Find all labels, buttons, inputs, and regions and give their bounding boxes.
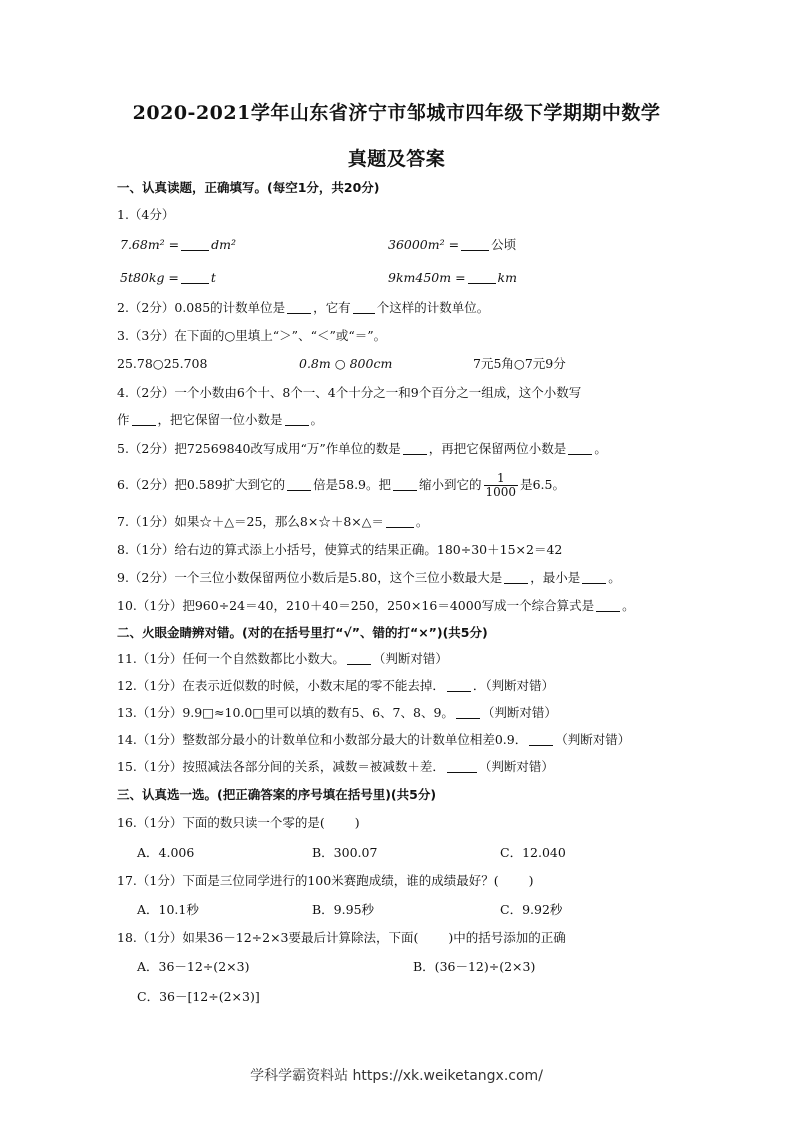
q16-option-c: C．12.040 bbox=[500, 845, 566, 860]
q16-option-b: B．300.07 bbox=[312, 845, 378, 860]
doc-title-line2: 真题及答案 bbox=[347, 148, 446, 170]
q1-d: 9km450m = km bbox=[388, 270, 517, 285]
q16-stem: 16.（1分）下面的数只读一个零的是( ) bbox=[117, 815, 360, 830]
q1-a: 7.68m² = dm² bbox=[120, 237, 237, 252]
q11: 11.（1分）任何一个自然数都比小数大。 （判断对错） bbox=[117, 651, 448, 666]
q10: 10.（1分）把960÷24＝40，210＋40＝250，250×16＝4000写成一个综合算式是 。 bbox=[117, 598, 635, 613]
q1-label: 1.（4分） bbox=[117, 207, 175, 222]
q17-stem: 17.（1分）下面是三位同学进行的100米赛跑成绩，谁的成绩最好？( ) bbox=[117, 873, 534, 888]
q1-b: 36000m² = 公顷 bbox=[388, 237, 517, 252]
q17-option-b: B．9.95秒 bbox=[312, 902, 375, 917]
q3-c: 7元5角○7元9分 bbox=[473, 356, 566, 371]
q13: 13.（1分）9.9□≈10.0□里可以填的数有5、6、7、8、9。 （判断对错） bbox=[117, 705, 557, 720]
q1-c: 5t80kg = t bbox=[120, 270, 216, 285]
q2: 2.（2分）0.085的计数单位是 ，它有 个这样的计数单位。 bbox=[117, 300, 490, 315]
q18-option-c: C．36－[12÷(2×3)] bbox=[137, 989, 260, 1004]
q5: 5.（2分）把72569840改写成用“万”作单位的数是 ，再把它保留两位小数是 。 bbox=[117, 441, 607, 456]
q4-line2: 作 ，把它保留一位小数是 。 bbox=[117, 412, 324, 427]
section3-heading: 三、认真选一选。(把正确答案的序号填在括号里)(共5分) bbox=[117, 787, 437, 802]
q16-option-a: A．4.006 bbox=[137, 845, 195, 860]
q18-stem: 18.（1分）如果36－12÷2×3要最后计算除法，下面( )中的括号添加的正确 bbox=[117, 930, 566, 945]
q17-option-a: A．10.1秒 bbox=[137, 902, 199, 917]
q18-option-a: A．36－12÷(2×3) bbox=[137, 959, 250, 974]
fraction-1-1000: $\frac{1}{1000}$ bbox=[485, 471, 517, 499]
q7: 7.（1分）如果☆＋△＝25，那么8×☆＋8×△＝ 。 bbox=[117, 514, 429, 529]
q3-b: 0.8m ○ 800cm bbox=[299, 356, 393, 371]
q3-a: 25.78○25.708 bbox=[117, 356, 208, 371]
q6: 6.（2分）把0.589扩大到它的 倍是58.9。把 缩小到它的 $\frac{1}{1000}$ 是6.5。 bbox=[117, 471, 565, 499]
doc-title-line1: 2020-2021学年山东省济宁市邹城市四年级下学期期中数学 bbox=[132, 102, 661, 124]
q14: 14.（1分）整数部分最小的计数单位和小数部分最大的计数单位相差0.9． （判断对错） bbox=[117, 732, 631, 747]
q9: 9.（2分）一个三位小数保留两位小数后是5.80，这个三位小数最大是 ，最小是 。 bbox=[117, 570, 621, 585]
q4-line1: 4.（2分）一个小数由6个十、8个一、4个十分之一和9个百分之一组成，这个小数写 bbox=[117, 385, 582, 400]
footer-watermark: 学科学霸资料站 https://xk.weiketangx.com/ bbox=[250, 1068, 543, 1084]
section1-heading: 一、认真读题，正确填写。(每空1分，共20分) bbox=[117, 180, 380, 195]
section2-heading: 二、火眼金睛辨对错。(对的在括号里打“√”、错的打“×”)(共5分) bbox=[117, 625, 488, 640]
q3-label: 3.（3分）在下面的○里填上“＞”、“＜”或“＝”。 bbox=[117, 328, 387, 343]
q17-option-c: C．9.92秒 bbox=[500, 902, 563, 917]
q8: 8.（1分）给右边的算式添上小括号，使算式的结果正确。180÷30＋15×2＝42 bbox=[117, 542, 563, 557]
q15: 15.（1分）按照减法各部分间的关系，减数＝被减数＋差． （判断对错） bbox=[117, 759, 554, 774]
q18-option-b: B．(36－12)÷(2×3) bbox=[413, 959, 536, 974]
q12: 12.（1分）在表示近似数的时候，小数末尾的零不能去掉． ．（判断对错） bbox=[117, 678, 555, 693]
